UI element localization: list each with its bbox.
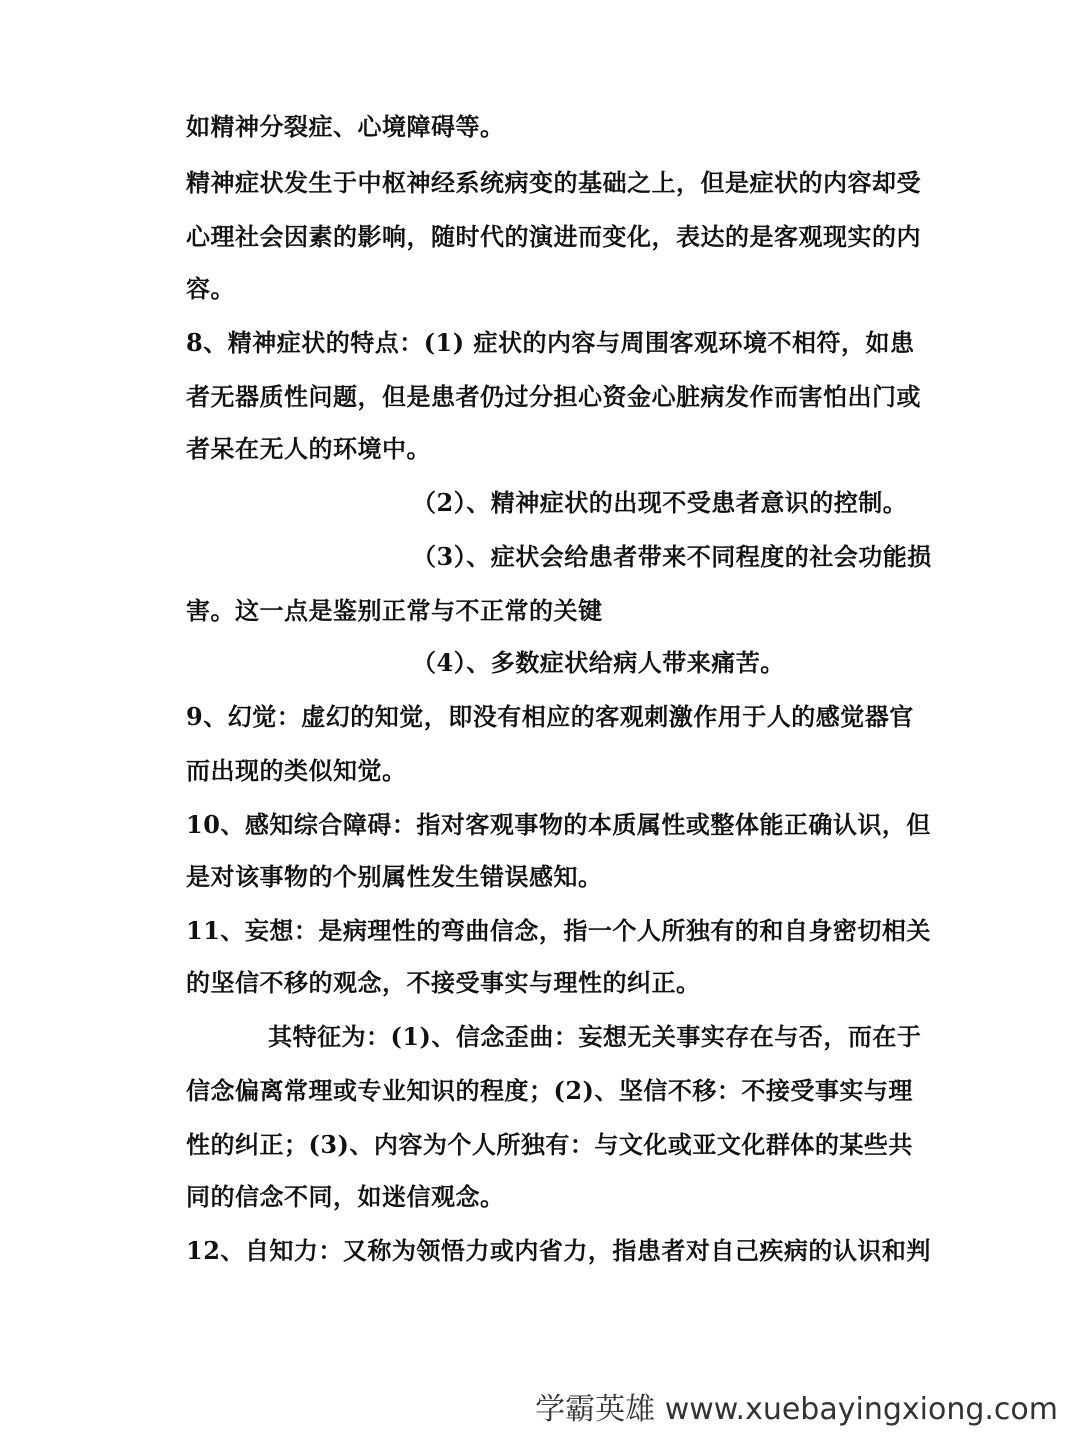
site-watermark: 学霸英雄 www.xuebayingxiong.com [535,1392,1058,1427]
text-line: 11、妄想：是病理性的弯曲信念，指一个人所独有的和自身密切相关 [186,916,931,945]
text-line: 容。 [186,274,235,303]
text-line: 心理社会因素的影响，随时代的演进而变化，表达的是客观现实的内 [186,222,921,251]
text-line: （4）、多数症状给病人带来痛苦。 [412,648,785,677]
text-line: （3）、症状会给患者带来不同程度的社会功能损 [412,542,932,571]
text-line: 精神症状发生于中枢神经系统病变的基础之上，但是症状的内容却受 [186,168,921,197]
text-line: 者无器质性问题，但是患者仍过分担心资金心脏病发作而害怕出门或 [186,382,921,411]
text-line: 10、感知综合障碍：指对客观事物的本质属性或整体能正确认识，但 [186,810,931,839]
text-line: 的坚信不移的观念，不接受事实与理性的纠正。 [186,968,701,997]
text-line: 是对该事物的个别属性发生错误感知。 [186,862,603,891]
text-line: 害。这一点是鉴别正常与不正常的关键 [186,596,603,625]
text-line: 8、精神症状的特点：(1) 症状的内容与周围客观环境不相符，如患 [186,328,915,357]
text-line: 同的信念不同，如迷信观念。 [186,1182,505,1211]
text-line: 性的纠正；(3)、内容为个人所独有：与文化或亚文化群体的某些共 [186,1130,913,1159]
text-line: 信念偏离常理或专业知识的程度；(2)、坚信不移：不接受事实与理 [186,1076,913,1105]
text-line: 者呆在无人的环境中。 [186,434,431,463]
text-line: （2）、精神症状的出现不受患者意识的控制。 [412,488,908,517]
text-line: 9、幻觉：虚幻的知觉，即没有相应的客观刺激作用于人的感觉器官 [186,702,914,731]
text-line: 其特征为：(1)、信念歪曲：妄想无关事实存在与否，而在于 [268,1022,922,1051]
text-line: 如精神分裂症、心境障碍等。 [186,112,505,141]
text-line: 而出现的类似知觉。 [186,756,407,785]
text-line: 12、自知力：又称为领悟力或内省力，指患者对自己疾病的认识和判 [186,1236,931,1265]
